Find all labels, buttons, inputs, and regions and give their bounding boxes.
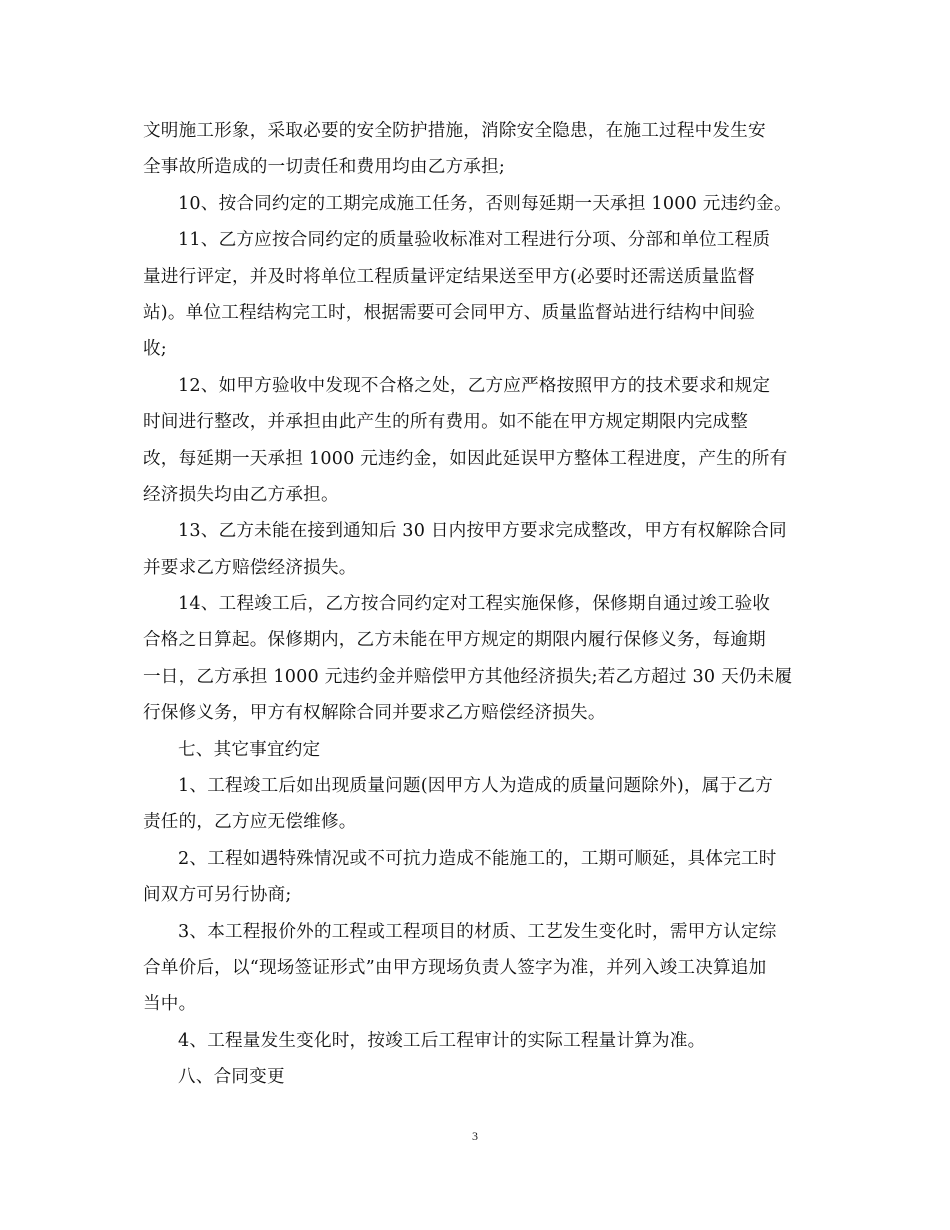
text-line: 文明施工形象，采取必要的安全防护措施，消除安全隐患，在施工过程中发生安 [143,121,766,141]
text-line: 12、如甲方验收中发现不合格之处，乙方应严格按照甲方的技术要求和规定 [178,375,771,396]
text-line: 2、工程如遇特殊情况或不可抗力造成不能施工的，工期可顺延，具体完工时 [178,848,777,869]
text-line: 站)。单位工程结构完工时，根据需要可会同甲方、质量监督站进行结构中间验 [143,302,756,323]
text-line: 3、本工程报价外的工程或工程项目的材质、工艺发生变化时，需甲方认定综 [178,921,777,942]
text-line: 4、工程量发生变化时，按竣工后工程审计的实际工程量计算为准。 [178,1030,706,1051]
text-line: 时间进行整改，并承担由此产生的所有费用。如不能在甲方规定期限内完成整 [143,412,748,433]
text-line: 七、其它事宜约定 [178,739,321,760]
text-line: 合格之日算起。保修期内，乙方未能在甲方规定的期限内履行保修义务，每逾期 [143,630,766,651]
document-body [143,113,807,1096]
text-line: 合单价后，以“现场签证形式”由甲方现场负责人签字为准，并列入竣工决算追加 [143,957,767,978]
text-line: 1、工程竣工后如出现质量问题(因甲方人为造成的质量问题除外)，属于乙方 [178,776,773,797]
text-line: 并要求乙方赔偿经济损失。 [143,557,357,578]
text-line: 11、乙方应按合同约定的质量验收标准对工程进行分项、分部和单位工程质 [178,230,771,251]
page-number: 3 [472,1129,478,1143]
text-line: 全事故所造成的一切责任和费用均由乙方承担; [143,157,506,178]
text-line: 八、合同变更 [178,1067,285,1088]
text-line: 责任的，乙方应无偿维修。 [143,812,357,833]
text-line: 改，每延期一天承担 1000 元违约金，如因此延误甲方整体工程进度，产生的所有 [143,448,788,469]
text-line: 10、按合同约定的工期完成施工任务，否则每延期一天承担 1000 元违约金。 [178,193,792,214]
text-line: 收; [143,339,167,360]
text-line: 当中。 [143,994,197,1015]
text-line: 14、工程竣工后，乙方按合同约定对工程实施保修，保修期自通过竣工验收 [178,594,771,615]
text-line: 经济损失均由乙方承担。 [143,484,339,505]
text-line: 量进行评定，并及时将单位工程质量评定结果送至甲方(必要时还需送质量监督 [143,266,756,287]
text-line: 13、乙方未能在接到通知后 30 日内按甲方要求完成整改，甲方有权解除合同 [178,521,787,542]
text-line: 一日，乙方承担 1000 元违约金并赔偿甲方其他经济损失;若乙方超过 30 天仍未履 [143,666,793,687]
text-line: 行保修义务，甲方有权解除合同并要求乙方赔偿经济损失。 [143,703,606,724]
text-line: 间双方可另行协商; [143,885,292,906]
